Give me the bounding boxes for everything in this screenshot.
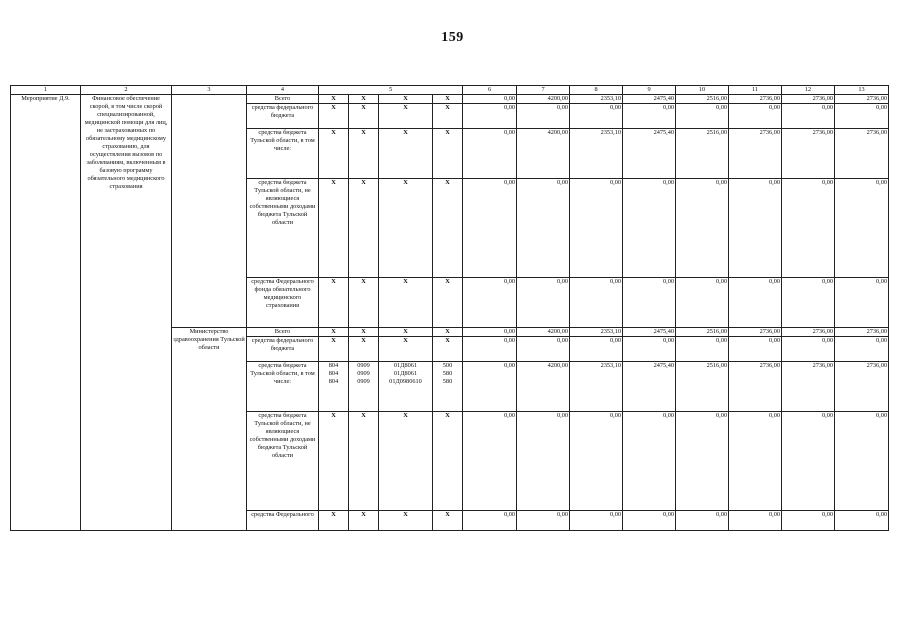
x-mark: X xyxy=(379,412,433,511)
x-mark: X xyxy=(433,179,463,278)
code-value: 804 xyxy=(328,362,339,369)
value-cell: 0,00 xyxy=(676,337,729,362)
col-header-10: 10 xyxy=(676,86,729,95)
x-mark: X xyxy=(319,511,349,531)
value-cell: 0,00 xyxy=(782,278,835,328)
source-label: Всего xyxy=(247,95,319,104)
x-mark: X xyxy=(349,278,379,328)
col-header-1: 1 xyxy=(11,86,81,95)
budget-code-d xyxy=(433,362,463,412)
x-mark: X xyxy=(349,328,379,337)
source-label: средства бюджета Тульской области, в том числе: xyxy=(247,129,319,179)
x-mark: X xyxy=(433,104,463,129)
value-cell: 0,00 xyxy=(835,104,889,129)
col-header-3: 3 xyxy=(172,86,247,95)
value-cell: 2475,40 xyxy=(623,129,676,179)
value-cell: 0,00 xyxy=(729,511,782,531)
x-mark: X xyxy=(319,179,349,278)
value-cell: 0,00 xyxy=(463,337,517,362)
col-header-7: 7 xyxy=(517,86,570,95)
value-cell: 0,00 xyxy=(463,278,517,328)
value-cell: 2736,00 xyxy=(782,129,835,179)
x-mark: X xyxy=(379,278,433,328)
source-label: средства Федерального фонда обязательного медицинского страхования xyxy=(247,278,319,328)
x-mark: X xyxy=(433,95,463,104)
value-cell: 0,00 xyxy=(782,337,835,362)
value-cell: 0,00 xyxy=(570,104,623,129)
value-cell: 2353,10 xyxy=(570,95,623,104)
code-value: 01Д0980610 xyxy=(389,378,422,385)
value-cell: 0,00 xyxy=(463,412,517,511)
value-cell: 2353,10 xyxy=(570,362,623,412)
x-mark: X xyxy=(379,104,433,129)
value-cell: 0,00 xyxy=(782,179,835,278)
value-cell: 4200,00 xyxy=(517,328,570,337)
x-mark: X xyxy=(349,412,379,511)
source-label: средства федерального бюджета xyxy=(247,337,319,362)
value-cell: 2353,10 xyxy=(570,129,623,179)
col-header-11: 11 xyxy=(729,86,782,95)
col-header-9: 9 xyxy=(623,86,676,95)
code-value: 804 xyxy=(328,370,339,377)
budget-code-c xyxy=(379,362,433,412)
value-cell: 0,00 xyxy=(782,104,835,129)
value-cell: 0,00 xyxy=(623,511,676,531)
x-mark: X xyxy=(379,95,433,104)
value-cell: 0,00 xyxy=(623,412,676,511)
value-cell: 0,00 xyxy=(517,104,570,129)
x-mark: X xyxy=(349,179,379,278)
value-cell: 0,00 xyxy=(463,328,517,337)
x-mark: X xyxy=(319,95,349,104)
value-cell: 2353,10 xyxy=(570,328,623,337)
x-mark: X xyxy=(319,328,349,337)
value-cell: 0,00 xyxy=(463,129,517,179)
x-mark: X xyxy=(433,129,463,179)
value-cell: 2516,00 xyxy=(676,129,729,179)
value-cell: 4200,00 xyxy=(517,362,570,412)
source-label: средства бюджета Тульской области, не являющиеся собственными доходами бюджета Тульской области xyxy=(247,179,319,278)
value-cell: 2516,00 xyxy=(676,328,729,337)
source-label: Всего xyxy=(247,328,319,337)
value-cell: 0,00 xyxy=(570,511,623,531)
code-value: 580 xyxy=(442,370,453,377)
value-cell: 0,00 xyxy=(463,179,517,278)
value-cell: 0,00 xyxy=(570,278,623,328)
value-cell: 0,00 xyxy=(517,179,570,278)
value-cell: 0,00 xyxy=(835,337,889,362)
page-number: 159 xyxy=(441,30,464,45)
col-header-13: 13 xyxy=(835,86,889,95)
col-header-6: 6 xyxy=(463,86,517,95)
measure-description-cell: Финансовое обеспечение скорой, в том числе скорой специализированной, медицинской помощи для лиц, не застрахованных по обязательному медицинскому страхованию, для осуществления вызовов по заболеваниям, включенным в базовую программу обязательного медицинского страхования xyxy=(81,95,172,531)
col-header-12: 12 xyxy=(782,86,835,95)
x-mark: X xyxy=(319,337,349,362)
table-row xyxy=(11,95,889,104)
x-mark: X xyxy=(319,129,349,179)
value-cell: 2475,40 xyxy=(623,95,676,104)
x-mark: X xyxy=(379,511,433,531)
budget-code-a xyxy=(319,362,349,412)
value-cell: 2736,00 xyxy=(782,362,835,412)
value-cell: 2736,00 xyxy=(782,328,835,337)
value-cell: 0,00 xyxy=(570,337,623,362)
value-cell: 0,00 xyxy=(729,104,782,129)
value-cell: 0,00 xyxy=(835,278,889,328)
value-cell: 0,00 xyxy=(517,511,570,531)
value-cell: 2516,00 xyxy=(676,95,729,104)
x-mark: X xyxy=(433,337,463,362)
value-cell: 0,00 xyxy=(729,278,782,328)
x-mark: X xyxy=(433,412,463,511)
value-cell: 0,00 xyxy=(782,511,835,531)
code-value: 01Д8061 xyxy=(393,370,418,377)
x-mark: X xyxy=(379,337,433,362)
value-cell: 2736,00 xyxy=(835,129,889,179)
x-mark: X xyxy=(433,511,463,531)
code-value: 580 xyxy=(442,378,453,385)
value-cell: 0,00 xyxy=(623,278,676,328)
value-cell: 0,00 xyxy=(623,104,676,129)
value-cell: 0,00 xyxy=(463,104,517,129)
x-mark: X xyxy=(349,104,379,129)
value-cell: 0,00 xyxy=(782,412,835,511)
value-cell: 0,00 xyxy=(623,179,676,278)
value-cell: 2736,00 xyxy=(729,328,782,337)
x-mark: X xyxy=(379,179,433,278)
code-value: 0909 xyxy=(357,378,370,385)
code-value: 804 xyxy=(328,378,339,385)
value-cell: 4200,00 xyxy=(517,95,570,104)
value-cell: 0,00 xyxy=(623,337,676,362)
measure-name-cell: Мероприятие Д.9. xyxy=(11,95,81,531)
value-cell: 2475,40 xyxy=(623,362,676,412)
budget-code-b xyxy=(349,362,379,412)
value-cell: 0,00 xyxy=(463,362,517,412)
value-cell: 0,00 xyxy=(676,278,729,328)
value-cell: 0,00 xyxy=(835,179,889,278)
source-label: средства федерального бюджета xyxy=(247,104,319,129)
value-cell: 2736,00 xyxy=(835,328,889,337)
source-label: средства бюджета Тульской области, в том числе: xyxy=(247,362,319,412)
value-cell: 2736,00 xyxy=(835,95,889,104)
value-cell: 0,00 xyxy=(835,412,889,511)
x-mark: X xyxy=(349,95,379,104)
code-value: 0909 xyxy=(357,362,370,369)
x-mark: X xyxy=(349,511,379,531)
value-cell: 0,00 xyxy=(676,179,729,278)
value-cell: 0,00 xyxy=(835,511,889,531)
executor-cell-empty xyxy=(172,95,247,328)
x-mark: X xyxy=(319,412,349,511)
value-cell: 0,00 xyxy=(463,511,517,531)
source-label: средства Федерального xyxy=(247,511,319,531)
x-mark: X xyxy=(349,337,379,362)
code-value: 0909 xyxy=(357,370,370,377)
value-cell: 2516,00 xyxy=(676,362,729,412)
x-mark: X xyxy=(433,278,463,328)
value-cell: 0,00 xyxy=(676,511,729,531)
value-cell: 0,00 xyxy=(570,412,623,511)
value-cell: 0,00 xyxy=(517,412,570,511)
value-cell: 4200,00 xyxy=(517,129,570,179)
value-cell: 0,00 xyxy=(729,179,782,278)
value-cell: 0,00 xyxy=(517,278,570,328)
col-header-8: 8 xyxy=(570,86,623,95)
x-mark: X xyxy=(319,278,349,328)
value-cell: 0,00 xyxy=(463,95,517,104)
value-cell: 0,00 xyxy=(729,412,782,511)
value-cell: 2736,00 xyxy=(835,362,889,412)
value-cell: 0,00 xyxy=(570,179,623,278)
x-mark: X xyxy=(433,328,463,337)
value-cell: 0,00 xyxy=(729,337,782,362)
value-cell: 2736,00 xyxy=(729,129,782,179)
value-cell: 2736,00 xyxy=(729,362,782,412)
value-cell: 2736,00 xyxy=(782,95,835,104)
x-mark: X xyxy=(379,129,433,179)
col-header-4: 4 xyxy=(247,86,319,95)
col-header-5: 5 xyxy=(319,86,463,95)
code-value: 01Д8061 xyxy=(393,362,418,369)
column-number-row xyxy=(11,86,889,95)
value-cell: 2736,00 xyxy=(729,95,782,104)
value-cell: 0,00 xyxy=(676,104,729,129)
code-value: 500 xyxy=(442,362,453,369)
x-mark: X xyxy=(319,104,349,129)
value-cell: 2475,40 xyxy=(623,328,676,337)
x-mark: X xyxy=(379,328,433,337)
value-cell: 0,00 xyxy=(517,337,570,362)
x-mark: X xyxy=(349,129,379,179)
program-financing-table xyxy=(10,85,889,531)
source-label: средства бюджета Тульской области, не являющиеся собственными доходами бюджета Тульской области xyxy=(247,412,319,511)
value-cell: 0,00 xyxy=(676,412,729,511)
executor-cell: Министерство здравоохранения Тульской области xyxy=(172,328,247,531)
col-header-2: 2 xyxy=(81,86,172,95)
